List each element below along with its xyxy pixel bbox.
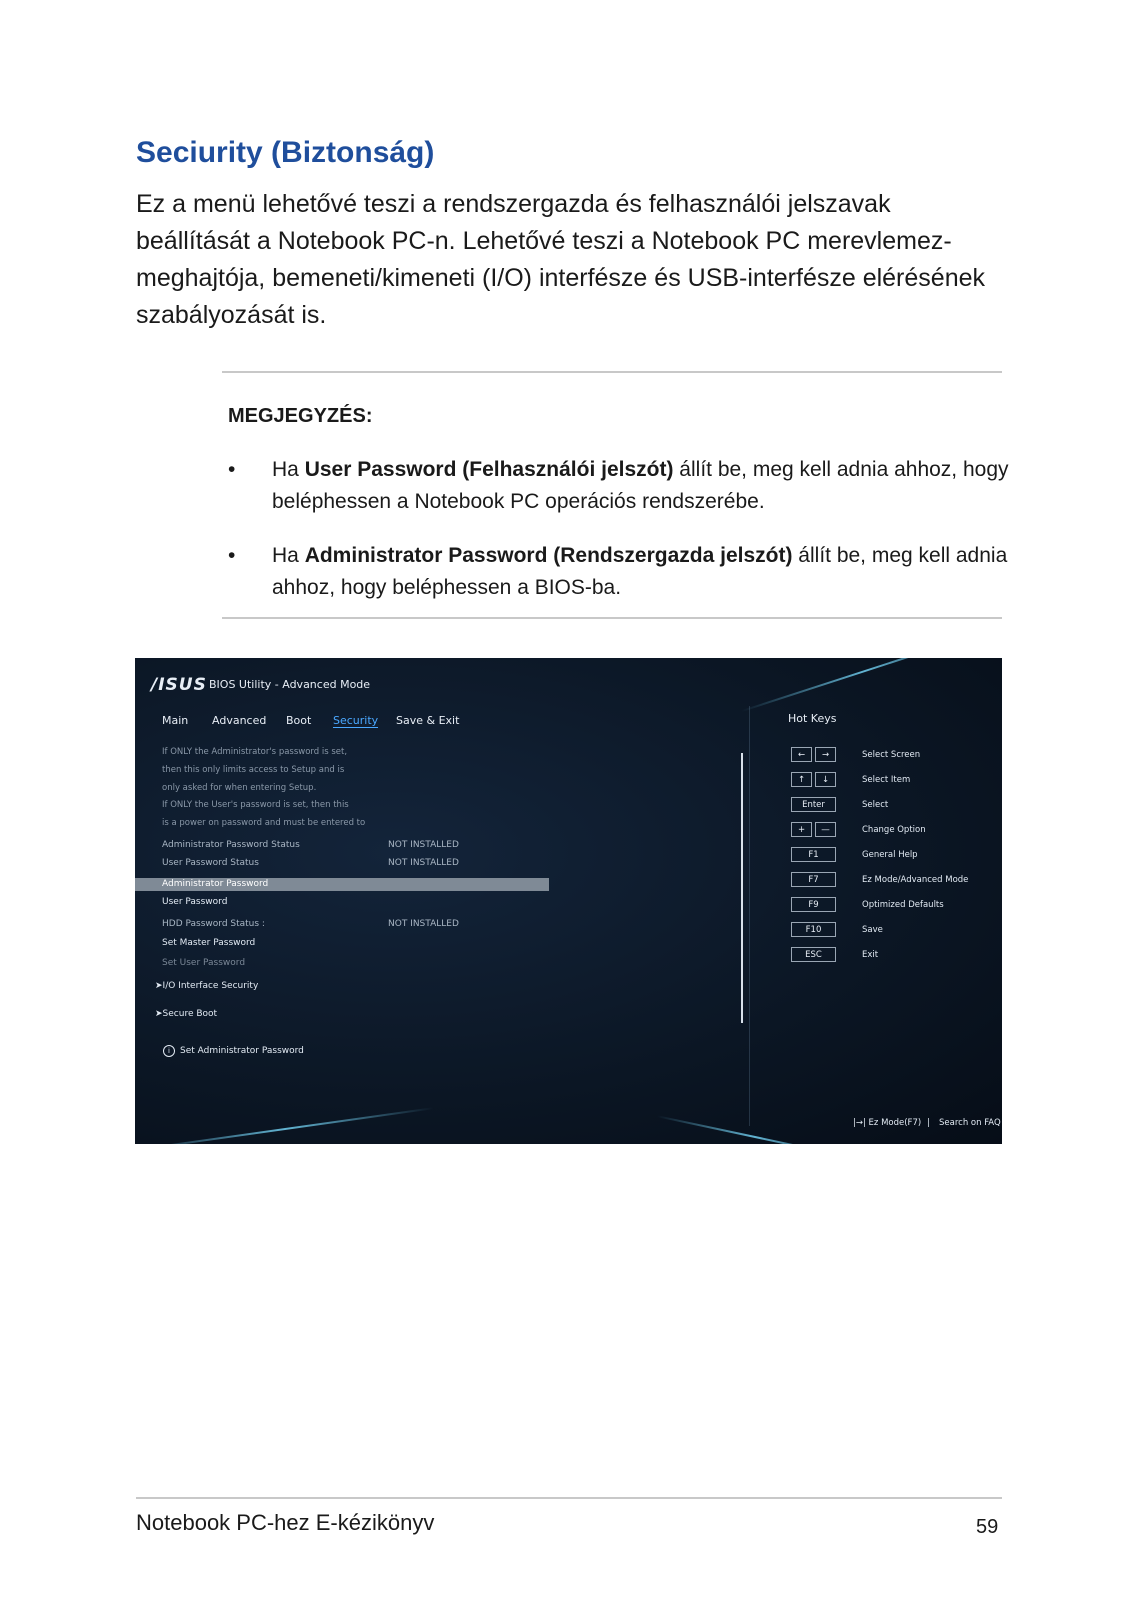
item-info-text: Set Administrator Password <box>180 1046 304 1056</box>
admin-password-term: Administrator Password (Rendszergazda jelszót) <box>304 544 793 567</box>
decor-streak <box>741 658 989 712</box>
footer-rule <box>136 1497 1002 1499</box>
left-arrow-key[interactable]: ← <box>791 747 812 762</box>
hotkey-desc: General Help <box>862 850 918 860</box>
up-arrow-key[interactable]: ↑ <box>791 772 812 787</box>
panel-divider <box>749 706 750 1126</box>
tab-security[interactable]: Security <box>333 714 379 727</box>
help-text-line: then this only limits access to Setup and is <box>162 765 345 775</box>
note-heading: MEGJEGYZÉS: <box>228 405 373 427</box>
bios-title: BIOS Utility - Advanced Mode <box>209 678 371 691</box>
user-password-status-label: User Password Status <box>162 858 259 868</box>
help-text-line: only asked for when entering Setup. <box>162 783 317 793</box>
io-interface-security-item[interactable]: ➤I/O Interface Security <box>155 981 259 991</box>
administrator-password-label: Administrator Password <box>162 879 269 889</box>
minus-key[interactable]: — <box>815 822 836 837</box>
asus-logo: /ISUS <box>151 675 207 695</box>
search-faq-button[interactable]: Search on FAQ <box>939 1118 1001 1128</box>
bullet-mark: • <box>228 458 236 481</box>
footer-separator: | <box>927 1118 930 1128</box>
hdd-password-status-value: NOT INSTALLED <box>388 919 459 929</box>
decor-streak <box>136 1107 433 1144</box>
user-password-term: User Password (Felhasználói jelszót) <box>304 458 674 481</box>
user-password-status-value: NOT INSTALLED <box>388 858 459 868</box>
hotkey-desc: Change Option <box>862 825 926 835</box>
help-text-line: If ONLY the User's password is set, then this <box>162 800 349 810</box>
tab-advanced[interactable]: Advanced <box>212 714 267 727</box>
plus-key[interactable]: + <box>791 822 812 837</box>
hotkey-desc: Exit <box>862 950 879 960</box>
enter-key[interactable]: Enter <box>791 797 836 812</box>
hot-keys-title: Hot Keys <box>788 712 837 725</box>
set-user-password-item: Set User Password <box>162 958 246 968</box>
note-top-rule <box>222 371 1002 373</box>
tab-main[interactable]: Main <box>162 714 189 727</box>
admin-password-status-value: NOT INSTALLED <box>388 840 459 850</box>
down-arrow-key[interactable]: ↓ <box>815 772 836 787</box>
esc-key[interactable]: ESC <box>791 947 836 962</box>
f9-key[interactable]: F9 <box>791 897 836 912</box>
hdd-password-status-label: HDD Password Status : <box>162 919 265 929</box>
hotkey-desc: Select Item <box>862 775 911 785</box>
bullet-mark: • <box>228 544 236 567</box>
hotkey-desc: Optimized Defaults <box>862 900 944 910</box>
tab-save-exit[interactable]: Save & Exit <box>396 714 460 727</box>
f1-key[interactable]: F1 <box>791 847 836 862</box>
set-master-password-item[interactable]: Set Master Password <box>162 938 256 948</box>
admin-password-status-label: Administrator Password Status <box>162 840 300 850</box>
bios-screenshot <box>135 658 1002 1144</box>
hotkey-desc: Select <box>862 800 889 810</box>
note-bottom-rule <box>222 617 1002 619</box>
page-title: Seciurity (Biztonság) <box>136 136 435 169</box>
user-password-item[interactable]: User Password <box>162 897 228 907</box>
note-bullet-2-text: Ha Administrator Password (Rendszergazda jelszót) állít be, meg kell adnia ahhoz, hogy beléphessen a BIOS-ba. <box>272 544 1008 599</box>
intro-paragraph: Ez a menü lehetővé teszi a rendszergazda és felhasználói jelszavak beállítását a Notebook PC-n. Lehetővé teszi a Notebook PC merevlemez-meghajtója, bemeneti/kimeneti (I/O) interfésze és USB-interfésze elérésének szabályozását is. <box>136 190 985 329</box>
right-arrow-key[interactable]: → <box>815 747 836 762</box>
administrator-password-item[interactable] <box>135 878 549 891</box>
help-text-line: If ONLY the Administrator's password is set, <box>162 747 348 757</box>
f10-key[interactable]: F10 <box>791 922 836 937</box>
info-icon: i <box>163 1045 175 1057</box>
page-number: 59 <box>976 1516 999 1538</box>
footer-title: Notebook PC-hez E-kézikönyv <box>136 1510 435 1535</box>
hotkey-desc: Ez Mode/Advanced Mode <box>862 875 969 885</box>
tab-boot[interactable]: Boot <box>286 714 312 727</box>
ez-mode-button[interactable]: |→| Ez Mode(F7) <box>853 1118 922 1128</box>
note-bullet-1-text: Ha User Password (Felhasználói jelszót) állít be, meg kell adnia ahhoz, hogy beléphessen a Notebook PC operációs rendszerébe. <box>272 458 1009 513</box>
f7-key[interactable]: F7 <box>791 872 836 887</box>
decor-streak <box>657 1115 853 1144</box>
scrollbar[interactable] <box>741 753 743 1023</box>
hotkey-desc: Select Screen <box>862 750 921 760</box>
hotkey-desc: Save <box>862 925 883 935</box>
secure-boot-item[interactable]: ➤Secure Boot <box>155 1009 218 1019</box>
help-text-line: is a power on password and must be entered to <box>162 818 366 828</box>
item-info-bar <box>163 1045 304 1057</box>
